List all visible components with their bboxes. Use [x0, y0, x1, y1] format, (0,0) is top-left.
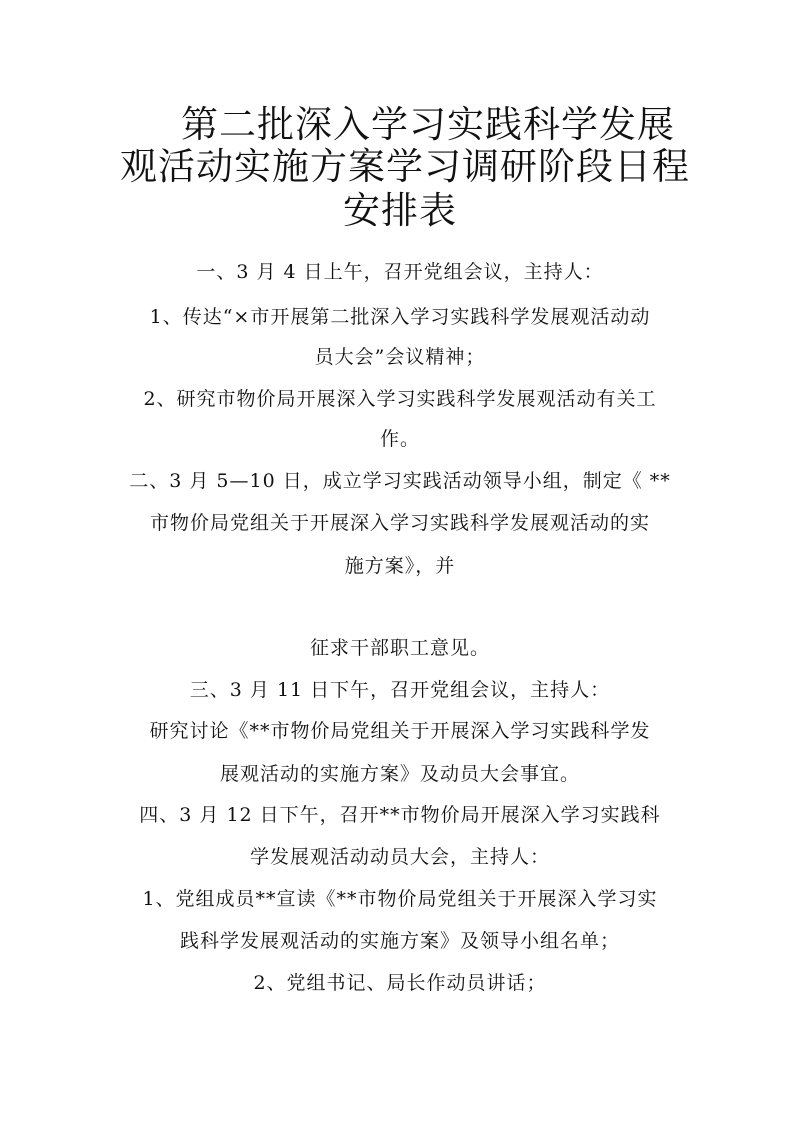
schedule-item-4-subitem-1-line-1: 1、党组成员**宣读《**市物价局党组关于开展深入学习实 [142, 888, 658, 910]
schedule-item-1-subitem-1-line-1: 1、传达“×市开展第二批深入学习实践科学发展观活动动 [149, 306, 651, 328]
document-title-line-1: 第二批深入学习实践科学发展 [181, 103, 675, 146]
schedule-item-2-line-2: 市物价局党组关于开展深入学习实践科学发展观活动的实 [149, 512, 650, 534]
schedule-item-3-line-1: 研究讨论《**市物价局党组关于开展深入学习实践科学发 [149, 720, 651, 742]
schedule-item-2-line-1: 二、3 月 5—10 日，成立学习实践活动领导小组，制定《 ** [129, 470, 671, 492]
schedule-item-4-heading-line-1: 四、3 月 12 日下午，召开**市物价局开展深入学习实践科 [139, 804, 661, 826]
schedule-item-1-heading: 一、3 月 4 日上午，召开党组会议，主持人： [196, 261, 604, 283]
schedule-item-4-subitem-1-line-2: 践科学发展观活动的实施方案》及领导小组名单； [179, 930, 620, 952]
document-title-line-3: 安排表 [343, 189, 457, 232]
schedule-item-1-subitem-2-line-2: 作。 [379, 428, 420, 450]
schedule-item-2-line-3: 施方案》，并 [344, 555, 456, 577]
schedule-item-4-heading-line-2: 学发展观活动动员大会，主持人： [249, 846, 550, 868]
schedule-item-1-subitem-1-line-2: 员大会”会议精神； [314, 346, 486, 368]
document-title-line-2: 观活动实施方案学习调研阶段日程 [120, 145, 690, 188]
schedule-item-2-line-4: 征求干部职工意见。 [309, 637, 490, 659]
schedule-item-3-line-2: 展观活动的实施方案》及动员大会事宜。 [219, 763, 580, 785]
schedule-item-4-subitem-2: 2、党组书记、局长作动员讲话； [253, 972, 547, 994]
schedule-item-3-heading: 三、3 月 11 日下午，召开党组会议，主持人： [189, 679, 611, 701]
schedule-item-1-subitem-2-line-1: 2、研究市物价局开展深入学习实践科学发展观活动有关工 [143, 388, 657, 410]
